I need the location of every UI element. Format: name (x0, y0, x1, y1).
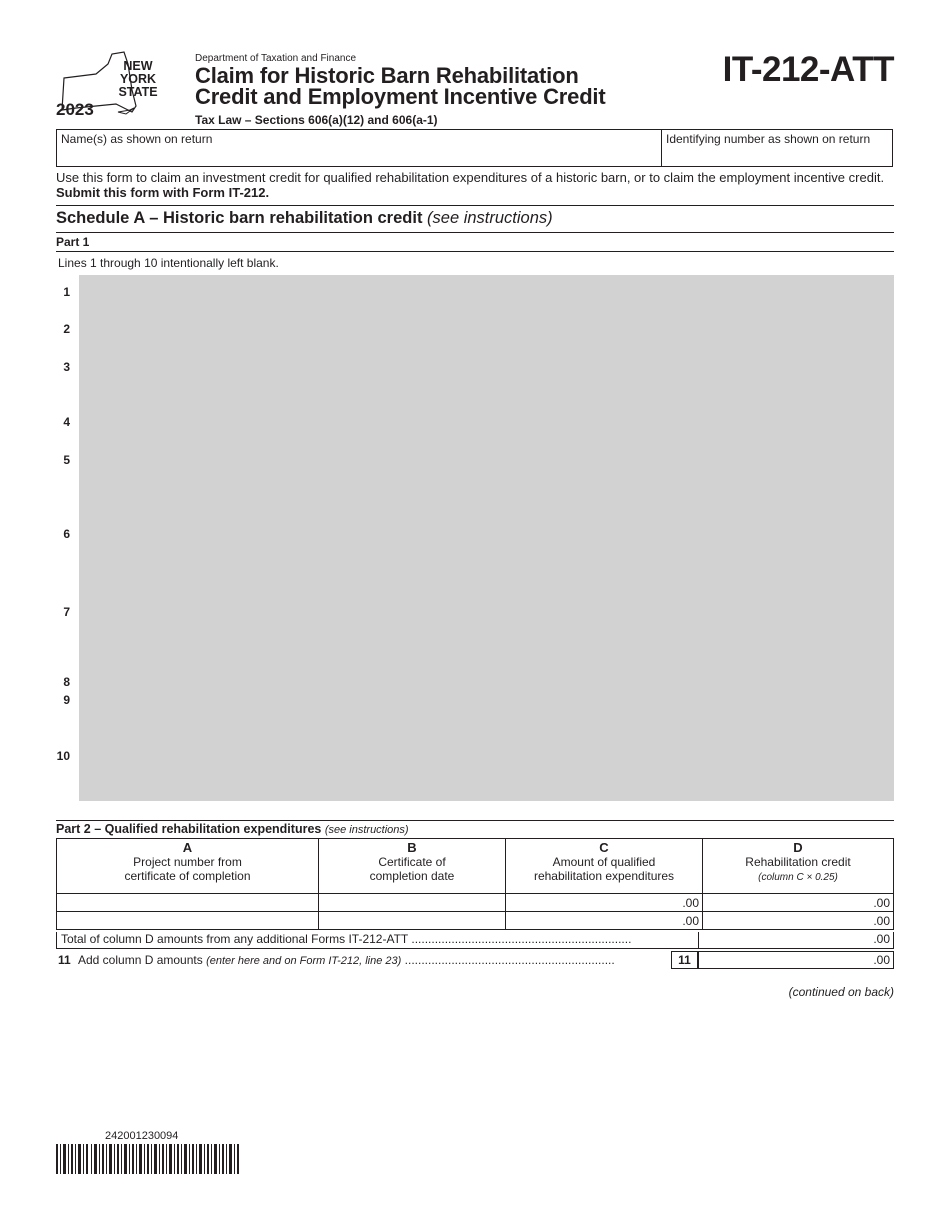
continued-note: (continued on back) (788, 985, 894, 999)
schedule-a-heading: Schedule A – Historic barn rehabilitation credit (see instructions) (56, 209, 553, 227)
barcode-icon (56, 1144, 239, 1174)
expenditures-input[interactable]: .00 (506, 912, 703, 930)
line-number: 7 (63, 605, 70, 619)
name-field[interactable] (57, 130, 662, 166)
completion-date-input[interactable] (319, 912, 506, 930)
divider (56, 251, 894, 252)
part2-heading: Part 2 – Qualified rehabilitation expenditures (see instructions) (56, 822, 409, 836)
column-c-header: C Amount of qualified rehabilitation expenditures (506, 839, 703, 894)
table-row (57, 894, 894, 912)
completion-date-input[interactable] (319, 894, 506, 912)
line-11-number: 11 (58, 953, 71, 967)
total-label: Total of column D amounts from any additional Forms IT-212-ATT .................................................................. (56, 932, 698, 949)
line-number: 5 (63, 453, 70, 467)
credit-input[interactable]: .00 (703, 894, 894, 912)
divider (56, 820, 894, 821)
table-row (57, 912, 894, 930)
column-d-header: D Rehabilitation credit (column C × 0.25) (703, 839, 894, 894)
line-number: 4 (63, 415, 70, 429)
blank-lines-area (79, 275, 894, 801)
project-number-input[interactable] (57, 912, 319, 930)
line-number: 1 (63, 285, 70, 299)
line-11-row (56, 951, 894, 969)
name-label: Name(s) as shown on return (61, 132, 213, 146)
line-11-total-input[interactable]: .00 (698, 951, 894, 969)
taxpayer-info-box (56, 129, 893, 167)
credit-input[interactable]: .00 (703, 912, 894, 930)
part1-heading: Part 1 (56, 235, 90, 249)
line-11-box: 11 (671, 951, 698, 969)
line-number: 8 (63, 675, 70, 689)
line-number: 6 (63, 527, 70, 541)
department-name: Department of Taxation and Finance (195, 53, 357, 64)
line-11-label: Add column D amounts (enter here and on Form IT-212, line 23) ............................................................... (78, 953, 615, 967)
tax-year: 2023 (56, 100, 94, 119)
line-number: 3 (63, 360, 70, 374)
expenditures-input[interactable]: .00 (506, 894, 703, 912)
divider (56, 205, 894, 206)
additional-total-input[interactable]: .00 (698, 932, 894, 949)
line-number: 10 (56, 749, 70, 763)
id-label: Identifying number as shown on return (666, 132, 871, 146)
additional-forms-total-row (56, 932, 894, 950)
column-b-header: B Certificate of completion date (319, 839, 506, 894)
state-wordmark: NEW YORK STATE (118, 59, 158, 99)
expenditures-table (56, 838, 894, 930)
identifying-number-field[interactable] (662, 130, 892, 166)
blank-lines-note: Lines 1 through 10 intentionally left blank. (58, 256, 279, 270)
tax-law-reference: Tax Law – Sections 606(a)(12) and 606(a-1) (195, 113, 438, 127)
line-number: 2 (63, 322, 70, 336)
intro-text: Use this form to claim an investment credit for qualified rehabilitation expenditures of a historic barn, or to claim the employment incentive credit. Submit this form with Form IT-212. (56, 170, 885, 200)
project-number-input[interactable] (57, 894, 319, 912)
column-a-header: A Project number from certificate of completion (57, 839, 319, 894)
divider (56, 232, 894, 233)
line-number: 9 (63, 693, 70, 707)
barcode-number: 242001230094 (105, 1130, 179, 1142)
form-number: IT-212-ATT (722, 50, 894, 89)
form-title: Claim for Historic Barn Rehabilitation Credit and Employment Incentive Credit (195, 63, 606, 109)
